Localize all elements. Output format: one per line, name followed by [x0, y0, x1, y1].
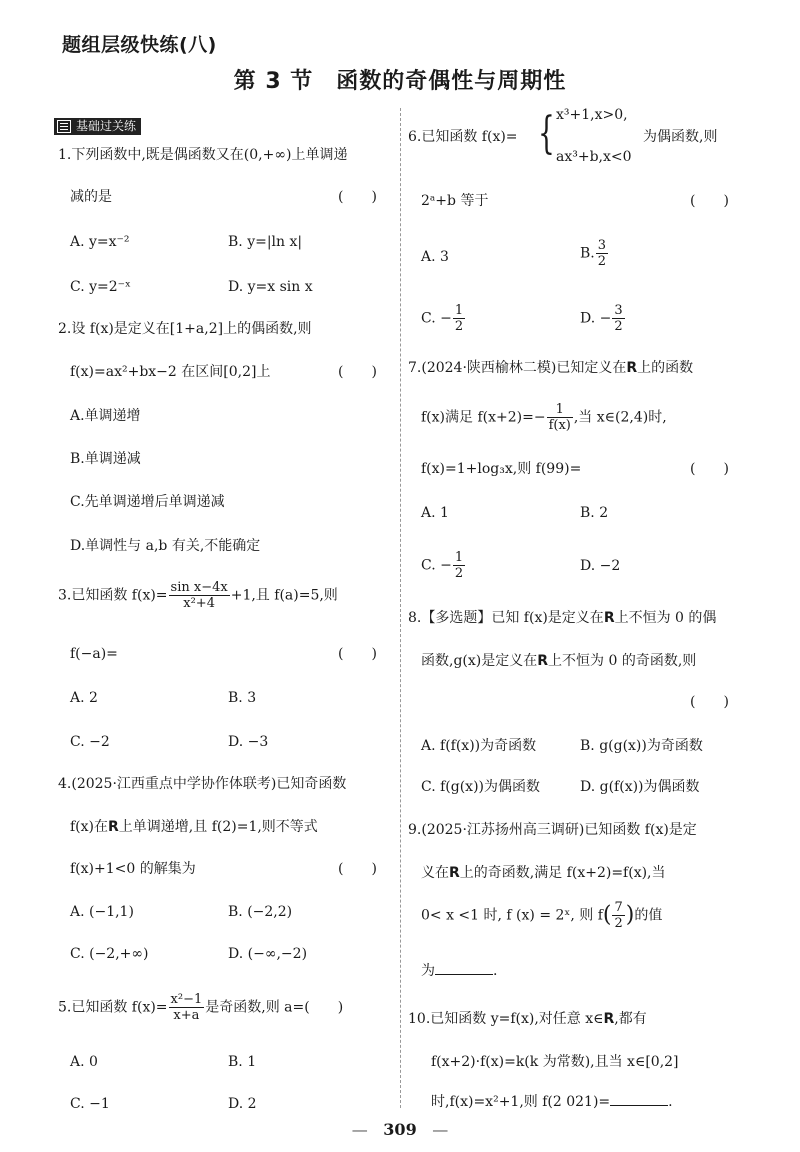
- q8-line1-b: 上不恒为 0 的偶: [614, 610, 717, 626]
- q7-line1-a: 7.(2024·陕西榆林二模)已知定义在: [408, 360, 627, 376]
- q8-line1-a: 8.【多选题】已知 f(x)是定义在: [408, 610, 604, 626]
- q5-suffix: 是奇函数,则 a=( ): [205, 999, 344, 1016]
- q6-suffix: 为偶函数,则: [643, 129, 718, 145]
- q5-fraction: [169, 992, 205, 1023]
- q10-line3-end: .: [668, 1094, 673, 1110]
- q6-b-den: 2: [597, 254, 607, 269]
- q5-option-a: A. 0: [70, 1054, 98, 1070]
- q4-option-a: A. (−1,1): [70, 904, 134, 920]
- answer-paren: ( ): [690, 193, 729, 209]
- q9-den: 2: [614, 916, 623, 931]
- real-set-symbol: R: [603, 610, 615, 626]
- q6-option-d-label: D. −: [580, 310, 612, 327]
- q9-line4-end: .: [493, 963, 498, 979]
- q1-option-a: A. y=x⁻²: [70, 234, 130, 250]
- q1-option-d: D. y=x sin x: [228, 279, 313, 295]
- answer-paren: ( ): [690, 461, 729, 477]
- q3-line1: [58, 580, 338, 611]
- q8-line2-b: 上不恒为 0 的奇函数,则: [548, 653, 697, 669]
- badge-label: 基础过关练: [76, 119, 137, 133]
- q4-line3: f(x)+1<0 的解集为: [70, 861, 196, 877]
- q6-case-2: ax³+b,x<0: [556, 149, 632, 165]
- q3-option-b: B. 3: [228, 690, 257, 706]
- q7-line1: [408, 359, 693, 377]
- q8-option-d: D. g(f(x))为偶函数: [580, 779, 700, 795]
- q4-line2-b: 上单调递增,且 f(2)=1,则不等式: [118, 819, 318, 835]
- real-set-symbol: R: [537, 653, 549, 669]
- q6-d-den: 2: [614, 319, 623, 334]
- q5-option-b: B. 1: [228, 1054, 257, 1070]
- page-dash-left: —: [351, 1120, 368, 1139]
- q10-line3: [431, 1093, 673, 1111]
- q4-line2: [70, 818, 318, 836]
- q3-line2: f(−a)=: [70, 646, 118, 662]
- q3-fraction: [169, 580, 230, 611]
- q7-num: 1: [547, 402, 573, 418]
- real-set-symbol: R: [108, 819, 119, 835]
- answer-blank: [610, 1105, 668, 1106]
- piecewise-brace: {: [538, 108, 555, 159]
- answer-paren: ( ): [690, 694, 729, 710]
- q10-line1-b: ,都有: [614, 1011, 647, 1027]
- q3-prefix: 3.已知函数 f(x)=: [58, 587, 168, 604]
- real-set-symbol: R: [603, 1011, 615, 1027]
- q9-num: 7: [614, 900, 623, 915]
- q5-numerator: x²−1: [170, 992, 203, 1007]
- q1-line1: 1.下列函数中,既是偶函数又在(0,+∞)上单调递: [58, 147, 348, 163]
- q7-line2-a: f(x)满足 f(x+2)=−: [421, 409, 546, 426]
- q5-prefix: 5.已知函数 f(x)=: [58, 999, 168, 1016]
- q3-option-d: D. −3: [228, 734, 269, 750]
- q6-option-a: A. 3: [421, 249, 449, 265]
- q8-option-c: C. f(g(x))为偶函数: [421, 779, 540, 795]
- q4-option-c: C. (−2,+∞): [70, 946, 149, 962]
- q6-option-b-label: B.: [580, 245, 595, 262]
- real-set-symbol: R: [449, 865, 460, 881]
- q9-line3-b: 的值: [634, 907, 663, 924]
- q5-option-c: C. −1: [70, 1096, 110, 1112]
- q9-line2: [421, 864, 666, 882]
- answer-paren: ( ): [338, 189, 377, 205]
- q7-c-num: 1: [454, 550, 464, 565]
- q3-denominator: x²+4: [183, 596, 215, 611]
- q4-option-b: B. (−2,2): [228, 904, 293, 920]
- q9-line4-label: 为: [421, 963, 435, 979]
- q3-option-c: C. −2: [70, 734, 110, 750]
- q9-line4: [421, 962, 497, 980]
- q6-option-d: [580, 303, 626, 334]
- q4-line2-a: f(x)在: [70, 819, 109, 835]
- answer-paren: ( ): [338, 861, 377, 877]
- q7-line3: f(x)=1+log₃x,则 f(99)=: [421, 461, 582, 477]
- q2-option-c: C.先单调递增后单调递减: [70, 494, 225, 510]
- q7-option-b: B. 2: [580, 505, 609, 521]
- q7-option-c-label: C. −: [421, 557, 452, 574]
- q7-line1-b: 上的函数: [637, 360, 694, 376]
- q10-line3-text: 时,f(x)=x²+1,则 f(2 021)=: [431, 1094, 611, 1110]
- q10-line2: f(x+2)·f(x)=k(k 为常数),且当 x∈[0,2]: [431, 1054, 679, 1070]
- q3-suffix: +1,且 f(a)=5,则: [230, 587, 338, 604]
- page-dash-right: —: [432, 1120, 449, 1139]
- q5-option-d: D. 2: [228, 1096, 257, 1112]
- book-icon: [57, 120, 71, 133]
- q10-line1: [408, 1010, 647, 1028]
- q6-c-den: 2: [454, 319, 464, 334]
- q8-line1: [408, 609, 716, 627]
- page-number-value: 309: [383, 1120, 417, 1139]
- q2-line1: 2.设 f(x)是定义在[1+a,2]上的偶函数,则: [58, 321, 312, 337]
- page-number: [0, 1120, 800, 1139]
- q2-option-d: D.单调性与 a,b 有关,不能确定: [70, 538, 261, 554]
- q3-numerator: sin x−4x: [170, 580, 228, 595]
- q2-option-b: B.单调递减: [70, 451, 141, 467]
- q9-line2-b: 上的奇函数,满足 f(x+2)=f(x),当: [459, 865, 666, 881]
- q6-b-num: 3: [597, 238, 607, 253]
- q7-option-a: A. 1: [421, 505, 449, 521]
- q9-line2-a: 义在: [421, 865, 449, 881]
- q6-option-c: [421, 303, 466, 334]
- q7-c-den: 2: [454, 566, 464, 581]
- q9-line3-a: 0< x <1 时, f (x) = 2ˣ, 则 f: [421, 907, 603, 924]
- q6-option-b: [580, 238, 609, 269]
- answer-blank: [435, 974, 493, 975]
- basic-practice-badge: [54, 118, 141, 135]
- q6-case-1: x³+1,x>0,: [556, 107, 628, 123]
- q2-option-a: A.单调递增: [70, 408, 141, 424]
- q9-line1: 9.(2025·江苏扬州高三调研)已知函数 f(x)是定: [408, 822, 697, 838]
- answer-paren: ( ): [338, 646, 377, 662]
- q8-option-b: B. g(g(x))为奇函数: [580, 738, 703, 754]
- section-header: 题组层级快练(八): [62, 34, 217, 56]
- q7-option-c: [421, 550, 466, 581]
- q5-denominator: x+a: [173, 1008, 200, 1023]
- q6-prefix: 6.已知函数 f(x)=: [408, 129, 518, 145]
- q4-line1: 4.(2025·江西重点中学协作体联考)已知奇函数: [58, 776, 347, 792]
- q7-line2: [421, 402, 667, 433]
- q5-line1: [58, 992, 343, 1023]
- q7-option-d: D. −2: [580, 558, 621, 574]
- q6-option-c-label: C. −: [421, 310, 452, 327]
- q4-option-d: D. (−∞,−2): [228, 946, 308, 962]
- q9-line3: 0< x <1 时, f (x) = 2ˣ, 则 f( $\frac{7}{2}$ )的值: [421, 900, 663, 931]
- q8-line2: [421, 652, 696, 670]
- q8-option-a: A. f(f(x))为奇函数: [421, 738, 537, 754]
- q2-line2: f(x)=ax²+bx−2 在区间[0,2]上: [70, 364, 271, 380]
- q3-option-a: A. 2: [70, 690, 98, 706]
- q6-line2: 2ᵃ+b 等于: [421, 193, 489, 209]
- q1-option-c: C. y=2⁻ˣ: [70, 279, 131, 295]
- q7-line2-b: ,当 x∈(2,4)时,: [573, 409, 667, 426]
- real-set-symbol: R: [626, 360, 638, 376]
- q7-den: f(x): [548, 418, 571, 433]
- q1-line2: 减的是: [70, 189, 112, 205]
- column-divider: [400, 108, 401, 1108]
- answer-paren: ( ): [338, 364, 377, 380]
- q8-line2-a: 函数,g(x)是定义在: [421, 653, 538, 669]
- q6-d-num: 3: [614, 303, 623, 318]
- q6-c-num: 1: [454, 303, 464, 318]
- q1-option-b: B. y=|ln x|: [228, 234, 303, 250]
- q10-line1-a: 10.已知函数 y=f(x),对任意 x∈: [408, 1011, 604, 1027]
- page-title: 第 3 节 函数的奇偶性与周期性: [233, 69, 567, 94]
